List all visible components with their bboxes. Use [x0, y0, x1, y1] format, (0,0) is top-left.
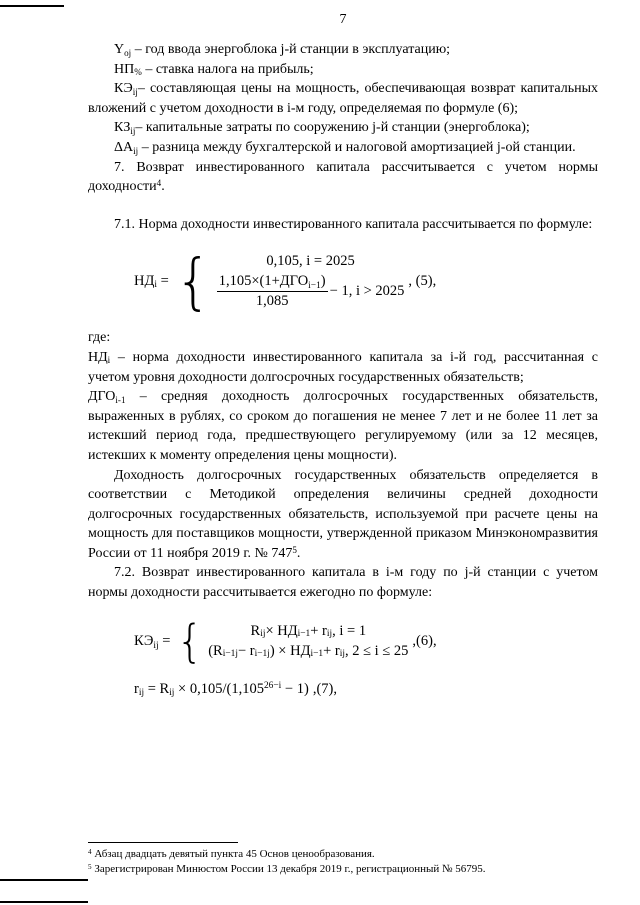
scan-mark-top-left: [0, 5, 64, 7]
formula-5-case-1: 0,105, i = 2025: [266, 253, 355, 270]
paragraph-7-2: 7.2. Возврат инвестированного капитала в i-м году по j-й станции с учетом нормы доходности рассчитывается ежегодно по формуле:: [88, 565, 598, 601]
fraction-denominator: 1,085: [255, 292, 289, 309]
page-number: 7: [339, 12, 347, 27]
definition-da: $\Delta А_{ij}$ – разница между бухгалтерской и налоговой амортизацией j-ой станции.: [114, 139, 576, 156]
definition-yoj: $Y_{oj}$ – год ввода энергоблока j-й станции в эксплуатацию;: [114, 42, 451, 58]
fraction-numerator: $1,105\times(1+ДГО_{i-1})$: [218, 273, 326, 291]
formula-7: [134, 681, 598, 698]
scan-mark-bottom-edge: [0, 901, 88, 903]
definition-ke: $КЭ_{ij}-$ составляющая цены на мощность, обеспечивающая возврат капитальных вложений с учетом доходности в i-м году, определяемая по формуле (6);: [88, 81, 598, 116]
definition-np: $НП_{\%}$ – ставка налога на прибыль;: [114, 61, 314, 78]
formula-5-number: , (5),: [408, 272, 437, 289]
left-brace-icon: {: [176, 615, 204, 667]
paragraph-7: 7. Возврат инвестированного капитала рассчитывается с учетом нормы доходности$^4$.: [88, 159, 598, 195]
formula-7-number: ,(7),: [312, 680, 337, 697]
formula-5: [134, 245, 598, 318]
formula-5-cases: [217, 253, 405, 309]
fraction: [217, 273, 328, 309]
footnote-5: $^5$ Зарегистрирован Минюстом России 13 декабря 2019 г., регистрационный № 56795.: [88, 863, 486, 876]
scan-mark-bottom-left: [0, 879, 88, 881]
formula-6: [134, 615, 598, 667]
paragraph-dohodnost: Доходность долгосрочных государственных обязательств определяется в соответствии с Методикой определения величины средней доходности долгосрочных государственных обязательств, используемой при расчете цены на мощность для поставщиков мощности, утвержденной приказом Минэкономразвития России от 11 ноября 2019 г. № $747^5$.: [88, 467, 598, 561]
formula-6-case-1: R $_{ij}$ × НД $_{i-1}$ + r $_{ij}$ , i = 1: [250, 623, 367, 640]
formula-6-case-2: (R $_{i-1j}$ − r $_{i-1j}$ ) × НД $_{i-1}$ + r $_{ij}$ , 2 ≤ i ≤ 25: [208, 643, 409, 660]
definition-kz: $КЗ_{ij}-$ капитальные затраты по сооружению j-й станции (энергоблока);: [114, 120, 530, 136]
formula-6-lhs: $КЭ_{ij}$ =: [134, 633, 171, 651]
formula-6-cases: [208, 623, 408, 660]
footnote-4: $^4$ Абзац двадцать девятый пункта 45 Основ ценообразования.: [88, 847, 375, 860]
footnotes-section: [88, 842, 598, 878]
formula-7-body: $r_{ij} = R_{ij} \times 0,105/(1,105^{26-i} - 1)$: [134, 680, 309, 699]
paragraph-7-1: 7.1. Норма доходности инвестированного капитала рассчитывается по формуле:: [114, 216, 593, 232]
definition-dgo: $ДГО_{i-1}$ – средняя доходность долгосрочных государственных обязательств, выраженных в рублях, со сроком до погашения не менее 7 лет и не более 11 лет за истекший период года, предшествующего регулируемому (или за 12 месяцев, истекших к моменту определения цены мощности).: [88, 389, 598, 463]
footnote-separator: [88, 842, 238, 843]
formula-5-case-2-rest: − 1, i > 2025: [329, 282, 405, 299]
left-brace-icon: {: [174, 245, 212, 318]
where-label: где:: [88, 330, 111, 346]
definition-nd: $НД_i$ – норма доходности инвестированного капитала за i-й год, рассчитанная с учетом уровня доходности долгосрочных государственных обязательств;: [88, 349, 598, 385]
formula-5-case-2: [217, 273, 405, 309]
formula-6-number: ,(6),: [412, 633, 437, 650]
formula-5-lhs: $НД_i$ =: [134, 272, 169, 291]
